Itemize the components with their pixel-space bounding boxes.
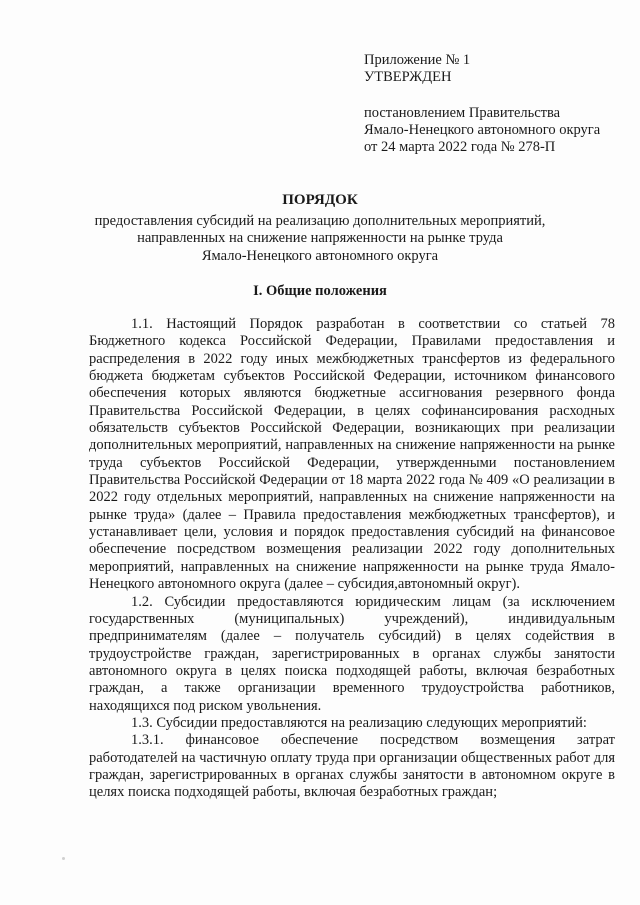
approved-label: УТВЕРЖДЕН: [364, 69, 452, 85]
paragraph-1-3: 1.3. Субсидии предоставляются на реализацию следующих мероприятий:: [131, 714, 587, 731]
government-name: Ямало-Ненецкого автономного округа: [364, 122, 601, 138]
section-heading: I. Общие положения: [253, 283, 387, 299]
appendix-number: Приложение № 1: [364, 52, 471, 68]
document-subtitle-line-3: Ямало-Ненецкого автономного округа: [201, 247, 439, 264]
resolution-date: от 24 марта 2022 года № 278-П: [364, 139, 556, 155]
paragraph-1-2: 1.2. Субсидии предоставляются юридическим лицам (за исключением государственных (муниципальных) учреждений), индивидуальным предпринимателям (далее – получатель субсидий) в целях содействия в трудоустройстве граждан, зарегистрированных в органах службы занятости автономного округа в целях поиска подходящей работы, включая безработных граждан, а также организации временного трудоустройства работников, находящихся под риском увольнения.: [89, 593, 615, 714]
document-subtitle-line-1: предоставления субсидий на реализацию дополнительных мероприятий,: [94, 212, 546, 229]
document-body: [89, 316, 615, 802]
resolution-line: постановлением Правительства: [364, 105, 561, 121]
paragraph-1-3-1: 1.3.1. финансовое обеспечение посредством возмещения затрат работодателей на частичную оплату труда при организации общественных работ для граждан, зарегистрированных в органах службы занятости в автономном округе в целях поиска подходящей работы, включая безработных граждан;: [89, 732, 615, 801]
approval-stamp: [364, 52, 626, 156]
paragraph-1-1: 1.1. Настоящий Порядок разработан в соответствии со статьей 78 Бюджетного кодекса Российской Федерации, Правилами предоставления и распределения в 2022 году иных межбюджетных трансфертов из федерального бюджета бюджетам субъектов Российской Федерации, источником финансового обеспечения которых являются бюджетные ассигнования резервного фонда Правительства Российской Федерации, в целях софинансирования расходных обязательств субъектов Российской Федерации, возникающих при реализации дополнительных мероприятий, направленных на снижение напряженности на рынке труда субъектов Российской Федерации, утвержденными постановлением Правительства Российской Федерации от 18 марта 2022 года № 409 «О реализации в 2022 году отдельных мероприятий, направленных на снижение напряженности на рынке труда» (далее – Правила предоставления межбюджетных трансфертов), и устанавливает цели, условия и порядок предоставления субсидий на финансовое обеспечение посредством возмещения реализации 2022 году дополнительных мероприятий, направленных на снижение напряженности на рынке труда Ямало-Ненецкого автономного округа (далее – субсидия,автономный округ).: [89, 316, 615, 593]
document-title-block: [70, 192, 570, 265]
document-title: ПОРЯДОК: [282, 192, 358, 208]
scan-speck: [62, 857, 65, 860]
document-subtitle-line-2: направленных на снижение напряженности на рынке труда: [137, 230, 503, 246]
